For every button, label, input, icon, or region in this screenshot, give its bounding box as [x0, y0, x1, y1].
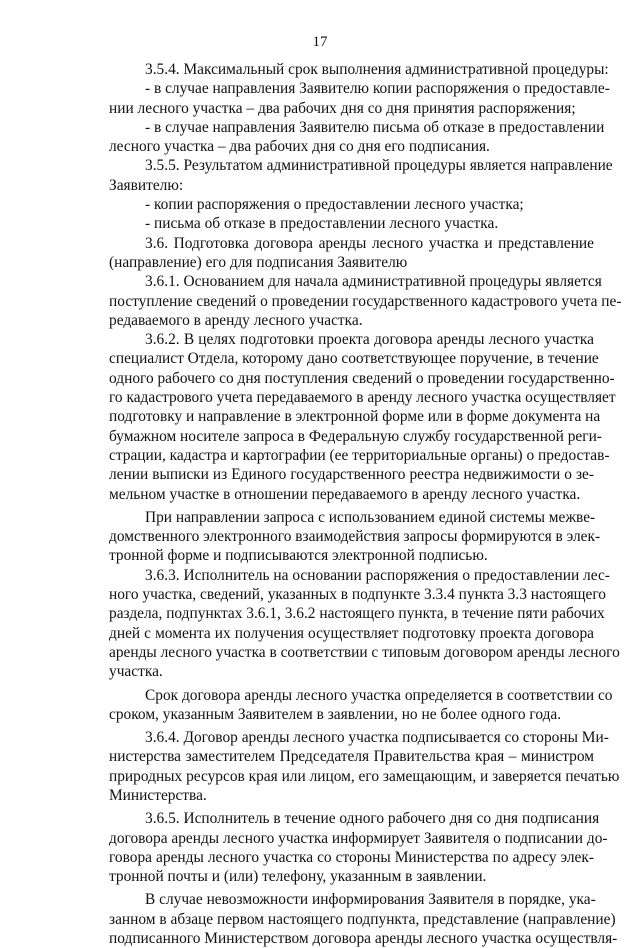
text-line: Заявителю: — [109, 176, 184, 194]
text-line: специалист Отдела, которому дано соответствующее поручение, в течение — [109, 350, 599, 368]
text-line: мельном участке в отношении передаваемого в аренду лесного участка. — [109, 485, 581, 503]
text-line: тронной почты и (или) телефону, указанным в заявлении. — [109, 868, 487, 886]
text-line: Срок договора аренды лесного участка определяется в соответствии со — [145, 686, 613, 704]
text-line: 3.5.4. Максимальный срок выполнения административной процедуры: — [145, 61, 609, 78]
text-line: го кадастрового учета передаваемого в аренду лесного участка осуществляет — [109, 389, 616, 407]
text-line: 3.6. Подготовка договора аренды лесного участка и представление — [145, 234, 594, 252]
text-line: дней с момента их получения осуществляет подготовку проекта договора — [109, 624, 594, 642]
text-line: - в случае направления Заявителю письма об отказе в предоставлении — [145, 118, 605, 136]
text-line: домственного электронного взаимодействия запросы формируются в элек- — [109, 528, 601, 546]
page-number: 17 — [312, 34, 328, 50]
text-line: тронной форме и подписываются электронной подписью. — [109, 547, 488, 565]
text-line: - в случае направления Заявителю копии распоряжения о предоставле- — [145, 80, 610, 98]
text-line: природных ресурсов края или лицом, его замещающим, и заверяется печатью — [109, 767, 620, 785]
text-line: говора аренды лесного участка со стороны Министерства по адресу элек- — [109, 848, 594, 866]
text-line: 3.6.4. Договор аренды лесного участка подписывается со стороны Ми- — [145, 729, 609, 747]
text-line: лении выписки из Единого государственного реестра недвижимости о зе- — [109, 466, 594, 484]
text-line: ного участка, сведений, указанных в подпункте 3.3.4 пункта 3.3 настоящего — [109, 586, 606, 604]
text-line: лесного участка – два рабочих дня со дня его подписания. — [109, 138, 490, 156]
text-line: раздела, подпунктах 3.6.1, 3.6.2 настоящего пункта, в течение пяти рабочих — [109, 605, 605, 623]
text-line: подписанного Министерством договора аренды лесного участка осуществля- — [109, 930, 618, 948]
text-line: - письма об отказе в предоставлении лесного участка. — [145, 215, 499, 233]
text-line: занном в абзаце первом настоящего подпункта, представление (направление) — [109, 910, 616, 928]
text-line: 3.6.3. Исполнитель на основании распоряжения о предоставлении лес- — [145, 566, 610, 584]
text-line: одного рабочего со дня поступления сведений о проведении государственно- — [109, 369, 615, 387]
text-line: 3.6.5. Исполнитель в течение одного рабочего дня со дня подписания — [145, 810, 600, 828]
text-line: бумажном носителе запроса в Федеральную службу государственной реги- — [109, 427, 602, 445]
text-line: нии лесного участка – два рабочих дня со дня принятия распоряжения; — [109, 99, 576, 117]
text-line: редаваемого в аренду лесного участка. — [109, 311, 363, 329]
text-line: страции, кадастра и картографии (ее территориальные органы) о предостав- — [109, 446, 610, 464]
text-line: аренды лесного участка в соответствии с типовым договором аренды лесного — [109, 643, 620, 661]
text-line: сроком, указанным Заявителем в заявлении, но не более одного года. — [109, 705, 562, 723]
text-line: В случае невозможности информирования Заявителя в порядке, ука- — [145, 891, 596, 909]
text-line: 3.5.5. Результатом административной процедуры является направление — [145, 157, 613, 175]
text-line: участка. — [109, 663, 163, 681]
text-line: При направлении запроса с использованием единой системы межве- — [145, 508, 596, 526]
text-line: Министерства. — [109, 786, 207, 804]
text-line: - копии распоряжения о предоставлении лесного участка; — [145, 196, 524, 214]
text-line: подготовку и направление в электронной форме или в форме документа на — [109, 408, 601, 426]
text-line: договора аренды лесного участка информирует Заявителя о подписании до- — [109, 829, 608, 847]
text-line: 3.6.2. В целях подготовки проекта договора аренды лесного участка — [145, 331, 594, 349]
document-body — [109, 60, 622, 948]
text-line: поступление сведений о проведении государственного кадастрового учета пе- — [109, 292, 622, 310]
text-line: нистерства заместителем Председателя Правительства края – министром — [109, 748, 594, 766]
text-line: 3.6.1. Основанием для начала административной процедуры является — [145, 273, 602, 291]
text-line: (направление) его для подписания Заявителю — [109, 253, 408, 271]
